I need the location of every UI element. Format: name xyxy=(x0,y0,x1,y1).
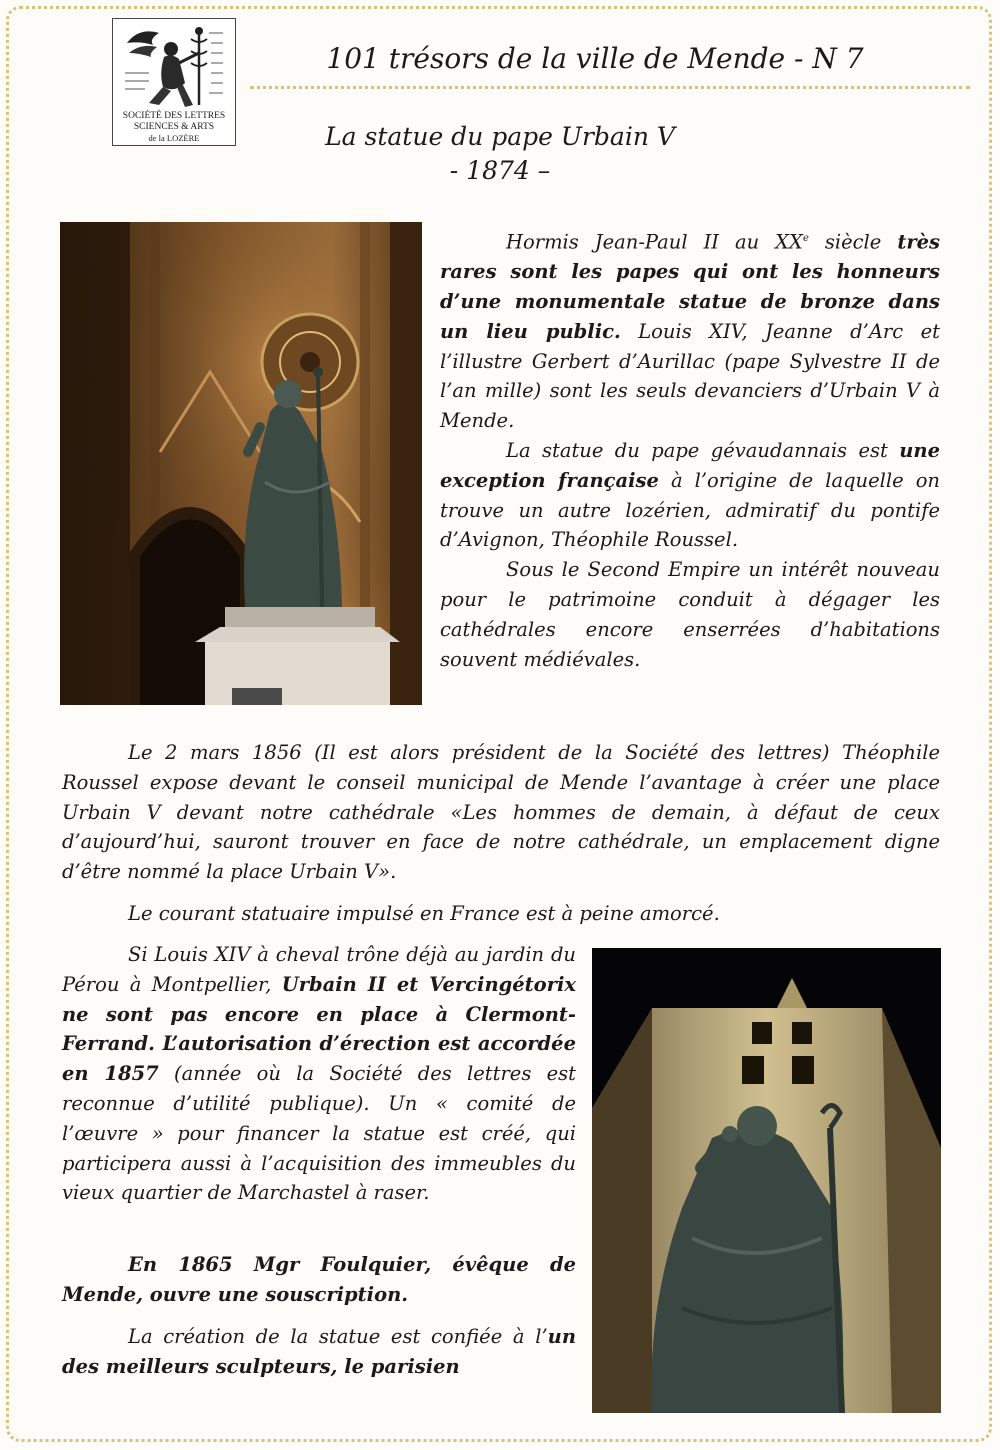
sculptor-lead: La création de la statue est confiée à l’ xyxy=(128,1325,548,1348)
article-title: La statue du pape Urbain V xyxy=(325,122,675,151)
exception-bold: une exception française xyxy=(440,439,940,492)
intro-column xyxy=(440,224,940,674)
paragraph-intro xyxy=(440,224,940,436)
paragraph-exception xyxy=(440,436,940,555)
hermes-emblem-icon xyxy=(119,23,229,109)
article-title-block xyxy=(300,120,700,188)
statue-cathedral-photo xyxy=(60,222,422,705)
article-date: - 1874 – xyxy=(449,156,551,185)
statue-belltower-photo xyxy=(592,948,941,1413)
series-title: 101 trésors de la ville de Mende - N 7 xyxy=(326,42,864,75)
society-logo xyxy=(112,18,236,146)
sculptor-bold: un des meilleurs sculpteurs, le parisien xyxy=(62,1325,576,1378)
paragraph-sculptor xyxy=(62,1322,576,1382)
header-divider xyxy=(250,86,970,89)
exception-rest: à l’origine de laquelle on trouve un autre lozérien, admiratif du pontife d’Avignon, Théophile Roussel. xyxy=(440,468,940,552)
authorisation-lead: Si Louis XIV à cheval trône déjà au jardin du Pérou à Montpellier, xyxy=(62,943,576,996)
paragraph-second-empire: Sous le Second Empire un intérêt nouveau pour le patrimoine conduit à dégager les cathédrales encore enserrées d’habitations souvent médiévales. xyxy=(440,558,940,671)
intro-rest: Louis XIV, Jeanne d’Arc et l’illustre Gerbert d’Aurillac (pape Sylvestre II de l’an mille) sont les seuls devanciers d’Urbain V à Mende. xyxy=(440,319,940,433)
exception-lead: La statue du pape gévaudannais est xyxy=(506,439,900,463)
logo-line-3: de la LOZÈRE xyxy=(148,133,200,143)
subscription-bold: En 1865 Mgr Foulquier, évêque de Mende, ouvre une souscription. xyxy=(62,1253,576,1306)
paragraph-subscription xyxy=(62,1250,576,1310)
century-superscript: e xyxy=(802,233,809,244)
paragraph-statuary: Le courant statuaire impulsé en France est à peine amorcé. xyxy=(128,902,720,925)
logo-line-1: SOCIÉTÉ DES LETTRES xyxy=(122,111,226,121)
authorisation-bold: Urbain II et Vercingétorix ne sont pas encore en place à Clermont-Ferrand. L’autorisation d’érection est accordée en 1857 xyxy=(62,972,576,1086)
intro-lead-rest: siècle xyxy=(808,230,882,254)
paragraph-authorisation xyxy=(62,940,576,1208)
logo-line-2: SCIENCES & ARTS xyxy=(133,122,215,132)
paragraph-roussel: Le 2 mars 1856 (Il est alors président de la Société des lettres) Théophile Roussel expose devant le conseil municipal de Mende l’avantage à créer une place Urbain V devant notre cathédrale «Les hommes de demain, à défaut de ceux d’aujourd’hui, sauront trouver en face de notre cathédrale, un emplacement digne d’être nommé la place Urbain V». xyxy=(62,741,940,884)
logo-caption xyxy=(113,111,235,144)
intro-lead: Hormis Jean-Paul II au XX xyxy=(506,230,803,254)
authorisation-rest: (année où la Société des lettres est reconnue d’utilité publique). Un « comité de l’œuvre » pour financer la statue est créé, qui participera aussi à l’acquisition des immeubles du vieux quartier de Marchastel à raser. xyxy=(62,1062,576,1205)
intro-bold: très rares sont les papes qui ont les honneurs d’une monumentale statue de bronze dans un lieu public. xyxy=(440,230,941,343)
